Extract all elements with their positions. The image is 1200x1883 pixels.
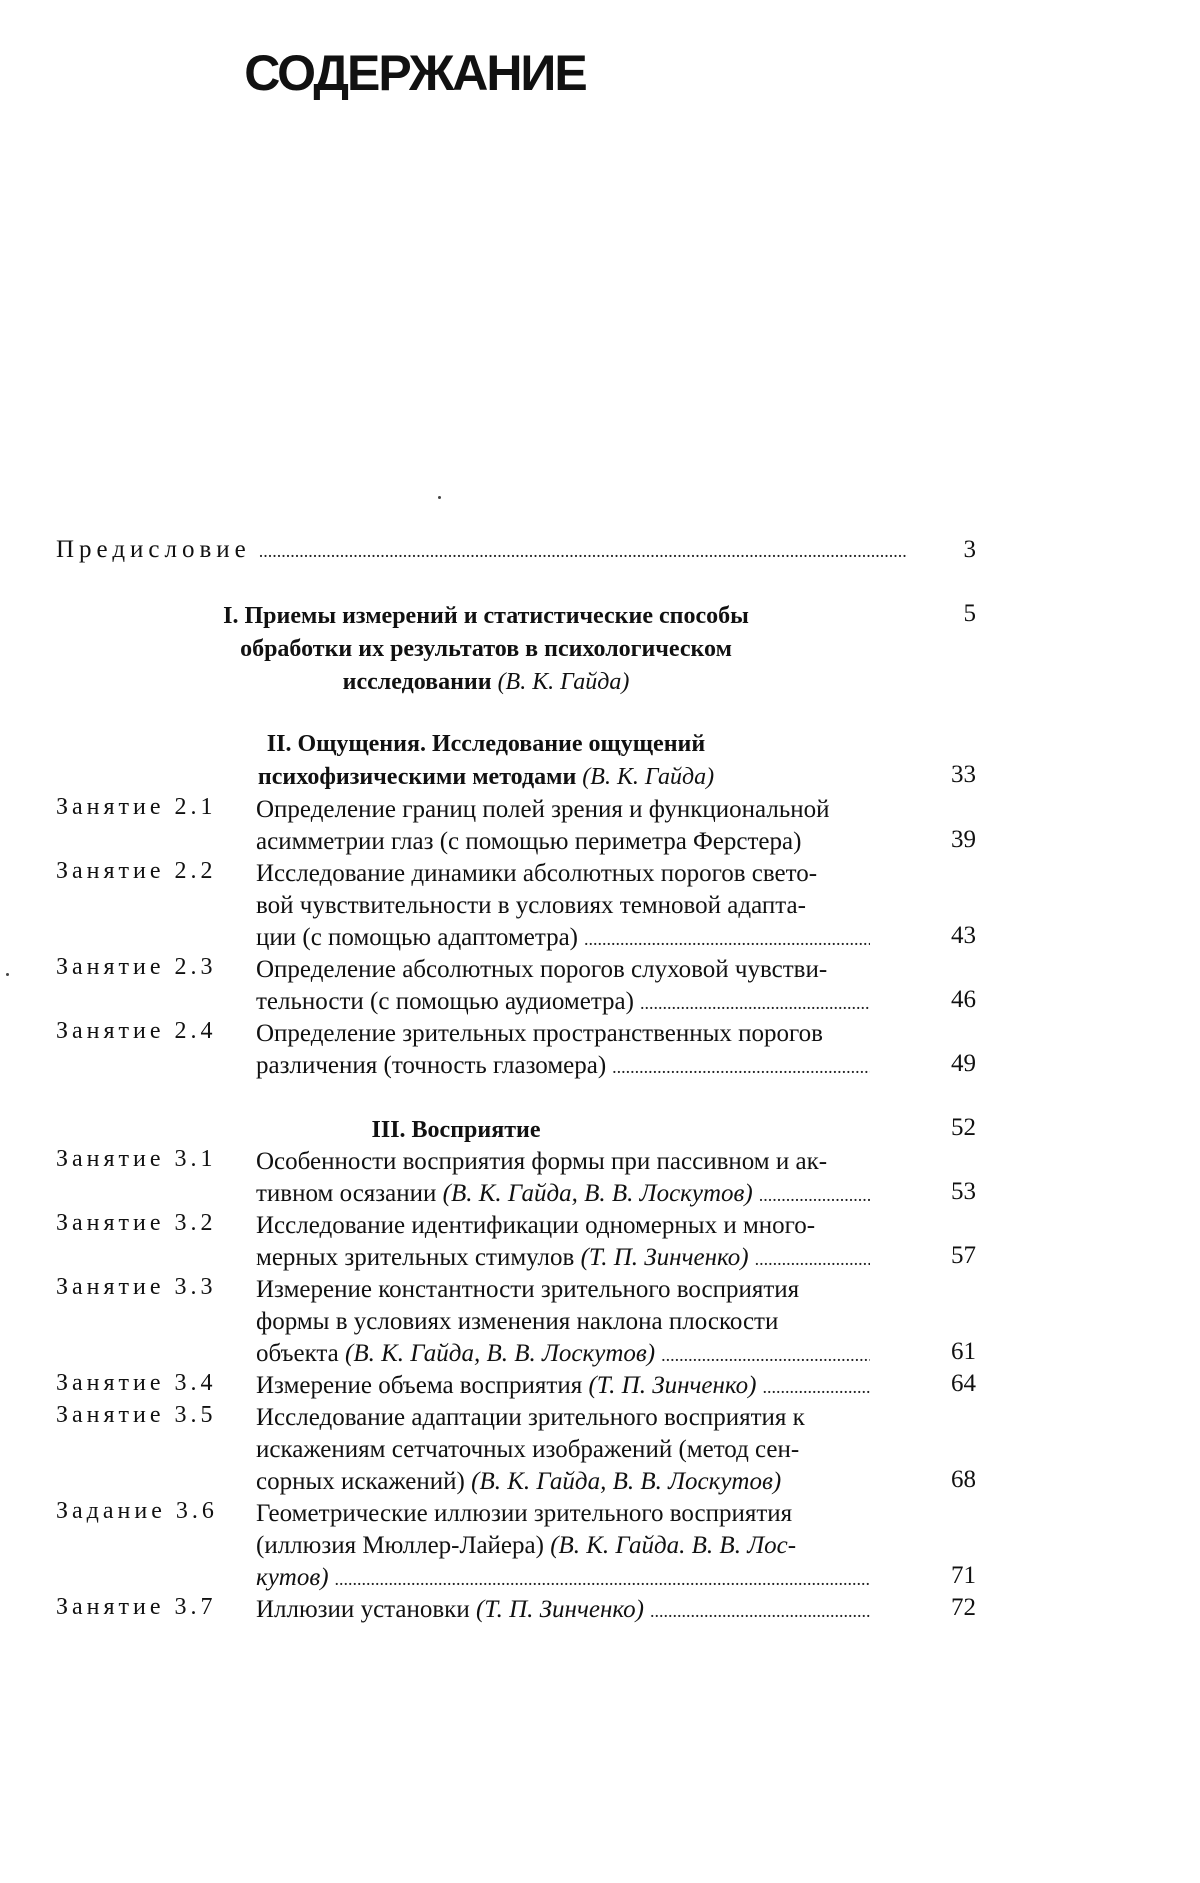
lesson-title-line: сорных искажений) (256, 1468, 465, 1495)
toc-entry-lesson-3-1[interactable] (256, 1146, 946, 1210)
lesson-label: Задание 3.6 (56, 1498, 218, 1524)
lesson-label: Занятие 2.4 (56, 1018, 217, 1044)
lesson-title-line: Определение границ полей зрения и функциональной (256, 796, 830, 823)
lesson-title-line: Исследование динамики абсолютных порогов свето- (256, 860, 818, 887)
page-number: 39 (951, 826, 976, 853)
toc-entry-lesson-2-4[interactable] (256, 1018, 946, 1082)
toc-entry-lesson-3-3[interactable] (256, 1274, 946, 1370)
dot-leader (762, 1378, 870, 1396)
scan-speck (438, 496, 441, 499)
lesson-label: Занятие 3.5 (56, 1402, 217, 1428)
lesson-label: Занятие 3.1 (56, 1146, 217, 1172)
lesson-author: (Т. П. Зинченко) (588, 1372, 757, 1399)
lesson-title-line: Измерение константности зрительного восприятия (256, 1276, 800, 1303)
page-number: 61 (951, 1338, 976, 1365)
page-number: 3 (963, 536, 976, 563)
toc-entry-task-3-6[interactable] (256, 1498, 946, 1594)
page-number: 33 (951, 761, 976, 788)
lesson-title-line: Определение абсолютных порогов слуховой чувстви- (256, 956, 828, 983)
page-number: 52 (951, 1114, 976, 1141)
toc-entry-lesson-3-7[interactable] (256, 1594, 946, 1626)
lesson-title-line: ции (с помощью адаптометра) (256, 924, 579, 951)
part-heading-line: II. Ощущения. Исследование ощущений (266, 731, 706, 757)
dot-leader (661, 1346, 870, 1364)
lesson-label: Занятие 3.4 (56, 1370, 217, 1396)
toc-entry-lesson-3-2[interactable] (256, 1210, 946, 1274)
page-number: 57 (951, 1242, 976, 1269)
dot-leader (335, 1570, 870, 1588)
toc-part-2-heading[interactable] (56, 728, 916, 794)
lesson-title-line: различения (точность глазомера) (256, 1052, 607, 1079)
dot-leader (650, 1602, 870, 1620)
dot-leader (759, 1186, 870, 1204)
lesson-label: Занятие 2.2 (56, 858, 217, 884)
page-number: 53 (951, 1178, 976, 1205)
toc-entry-preface[interactable] (56, 536, 976, 572)
lesson-title-line: тельности (с помощью аудиометра) (256, 988, 634, 1015)
page-title: СОДЕРЖАНИЕ (244, 45, 586, 101)
scan-speck (6, 973, 9, 976)
lesson-label: Занятие 3.2 (56, 1210, 217, 1236)
lesson-title-line: формы в условиях изменения наклона плоскости (256, 1308, 779, 1335)
lesson-author: (В. К. Гайда. В. В. Лос- (550, 1532, 797, 1559)
dot-leader (755, 1250, 870, 1268)
page-number: 5 (963, 600, 976, 627)
lesson-title-line: тивном осязании (256, 1180, 437, 1207)
lesson-author: кутов) (256, 1564, 329, 1591)
lesson-author: (Т. П. Зинченко) (580, 1244, 749, 1271)
dot-leader (640, 994, 870, 1012)
toc-entry-lesson-3-5[interactable] (256, 1402, 946, 1498)
toc-part-3-heading[interactable] (56, 1114, 856, 1147)
lesson-title-line: Иллюзии установки (256, 1596, 470, 1623)
lesson-title-line: асимметрии глаз (с помощью периметра Ферстера) (256, 828, 802, 855)
toc-entry-lesson-2-1[interactable] (256, 794, 946, 858)
lesson-label: Занятие 2.1 (56, 794, 217, 820)
page-number: 43 (951, 922, 976, 949)
lesson-author: (В. К. Гайда, В. В. Лоскутов) (442, 1180, 753, 1207)
lesson-author: (В. К. Гайда, В. В. Лоскутов) (471, 1468, 782, 1495)
lesson-label: Занятие 3.3 (56, 1274, 217, 1300)
page-number: 46 (951, 986, 976, 1013)
toc-entry-lesson-2-3[interactable] (256, 954, 946, 1018)
lesson-title-line: Исследование идентификации одномерных и много- (256, 1212, 816, 1239)
lesson-title-line: Особенности восприятия формы при пассивном и ак- (256, 1148, 828, 1175)
page-number: 71 (951, 1562, 976, 1589)
page-number: 64 (951, 1370, 976, 1397)
toc-part-1-heading[interactable] (56, 600, 916, 699)
dot-leader (584, 930, 870, 948)
lesson-title-line: Геометрические иллюзии зрительного восприятия (256, 1500, 793, 1527)
lesson-title-line: Определение зрительных пространственных порогов (256, 1020, 823, 1047)
part-heading-line: обработки их результатов в психологическом (240, 636, 732, 662)
page-number: 72 (951, 1594, 976, 1621)
lesson-author: (В. К. Гайда, В. В. Лоскутов) (345, 1340, 656, 1367)
lesson-title-line: вой чувствительности в условиях темновой адапта- (256, 892, 806, 919)
toc-entry-lesson-3-4[interactable] (256, 1370, 946, 1402)
part-heading-line: I. Приемы измерений и статистические способы (223, 603, 749, 629)
part-heading-line: III. Восприятие (371, 1117, 541, 1143)
page-number: 68 (951, 1466, 976, 1493)
dot-leader (259, 542, 908, 560)
lesson-title-line: искажениям сетчаточных изображений (метод сен- (256, 1436, 800, 1463)
lesson-label: Занятие 3.7 (56, 1594, 217, 1620)
part-author: (В. К. Гайда) (582, 764, 715, 790)
page-number: 49 (951, 1050, 976, 1077)
part-heading-line: исследовании (342, 669, 492, 695)
lesson-author: (Т. П. Зинченко) (475, 1596, 644, 1623)
part-heading-line: психофизическими методами (257, 764, 577, 790)
lesson-title-line: (иллюзия Мюллер-Лайера) (256, 1532, 544, 1559)
dot-leader (612, 1058, 870, 1076)
lesson-title-line: Исследование адаптации зрительного восприятия к (256, 1404, 805, 1431)
lesson-title-line: объекта (256, 1340, 339, 1367)
part-author: (В. К. Гайда) (497, 669, 630, 695)
lesson-label: Занятие 2.3 (56, 954, 217, 980)
toc-entry-lesson-2-2[interactable] (256, 858, 946, 954)
lesson-title-line: мерных зрительных стимулов (256, 1244, 575, 1271)
lesson-title-line: Измерение объема восприятия (256, 1372, 583, 1399)
preface-label: Предисловие (56, 536, 251, 563)
